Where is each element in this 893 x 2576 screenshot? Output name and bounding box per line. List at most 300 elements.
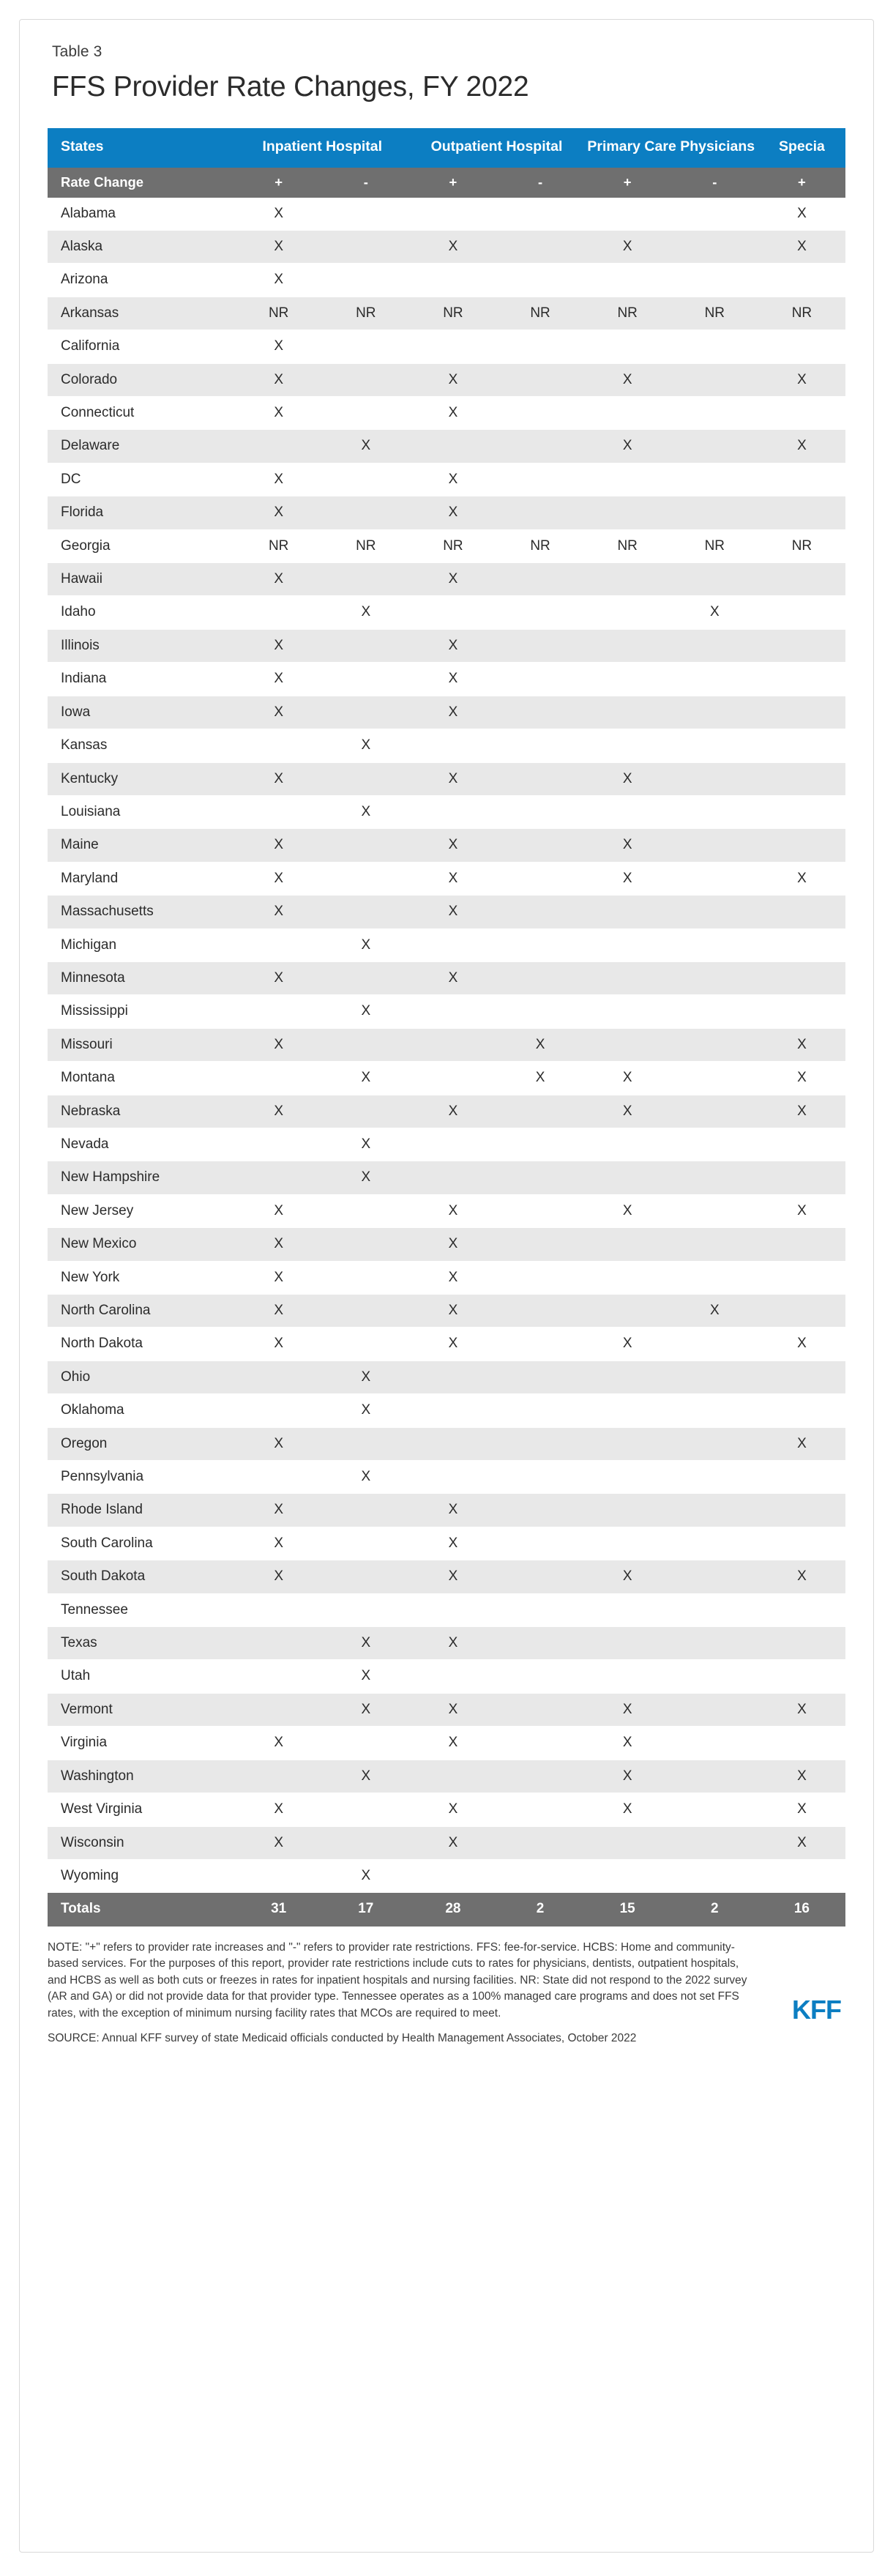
cell-value — [584, 1660, 671, 1693]
cell-value: X — [584, 1727, 671, 1760]
cell-value: X — [584, 363, 671, 396]
cell-value — [496, 430, 583, 463]
cell-value — [322, 463, 409, 496]
cell-value — [671, 1693, 758, 1726]
cell-value — [496, 1295, 583, 1328]
cell-value — [322, 397, 409, 430]
cell-value — [584, 1826, 671, 1859]
cell-value — [758, 496, 845, 529]
cell-value — [758, 1295, 845, 1328]
kff-logo: KFF — [792, 1994, 841, 2025]
table-row — [48, 496, 845, 529]
cell-value — [671, 397, 758, 430]
table-row — [48, 1062, 845, 1095]
cell-value — [322, 961, 409, 994]
cell-value — [322, 663, 409, 696]
state-name: Connecticut — [48, 397, 235, 430]
cell-value: X — [584, 1062, 671, 1095]
cell-value: X — [235, 896, 322, 928]
cell-value: X — [409, 1095, 496, 1128]
column-header-outpatient-hospital: Outpatient Hospital — [409, 128, 583, 168]
cell-value — [235, 430, 322, 463]
cell-value: X — [235, 1494, 322, 1527]
table-row — [48, 529, 845, 562]
cell-value — [235, 1461, 322, 1494]
cell-value: NR — [409, 297, 496, 330]
table-header — [48, 128, 845, 168]
cell-value — [671, 330, 758, 363]
ffs-rate-changes-table — [48, 128, 845, 1927]
cell-value — [584, 1028, 671, 1061]
subheader-primarycare-minus: - — [671, 168, 758, 198]
cell-value — [322, 862, 409, 895]
cell-value — [758, 1360, 845, 1393]
cell-value — [322, 1793, 409, 1826]
cell-value — [584, 896, 671, 928]
cell-value: X — [409, 896, 496, 928]
table-row — [48, 961, 845, 994]
cell-value — [671, 264, 758, 297]
cell-value: X — [758, 1328, 845, 1360]
cell-value: X — [322, 795, 409, 828]
state-name: Rhode Island — [48, 1494, 235, 1527]
cell-value — [584, 496, 671, 529]
cell-value — [235, 1128, 322, 1161]
cell-value — [409, 1760, 496, 1793]
cell-value — [758, 1527, 845, 1560]
cell-value — [235, 1062, 322, 1095]
cell-value — [322, 1826, 409, 1859]
cell-value — [671, 1360, 758, 1393]
cell-value — [322, 1261, 409, 1294]
cell-value — [496, 961, 583, 994]
cell-value: X — [584, 1194, 671, 1227]
table-label: Table 3 — [52, 43, 102, 60]
state-name: Colorado — [48, 363, 235, 396]
cell-value — [584, 330, 671, 363]
cell-value: X — [409, 663, 496, 696]
total-primarycare-plus: 15 — [584, 1893, 671, 1927]
state-name: Iowa — [48, 696, 235, 729]
state-name: Nebraska — [48, 1095, 235, 1128]
table-row — [48, 629, 845, 662]
cell-value — [671, 1560, 758, 1593]
cell-value — [671, 1228, 758, 1261]
cell-value — [758, 1494, 845, 1527]
cell-value — [235, 1693, 322, 1726]
cell-value — [496, 231, 583, 264]
cell-value — [235, 928, 322, 961]
cell-value — [409, 330, 496, 363]
cell-value — [409, 928, 496, 961]
cell-value: X — [584, 762, 671, 795]
state-name: Alaska — [48, 231, 235, 264]
table-row — [48, 596, 845, 629]
cell-value: X — [322, 1128, 409, 1161]
cell-value — [758, 663, 845, 696]
cell-value — [409, 198, 496, 231]
cell-value — [235, 1627, 322, 1660]
cell-value — [758, 762, 845, 795]
cell-value: X — [322, 1461, 409, 1494]
cell-value — [671, 663, 758, 696]
cell-value — [758, 330, 845, 363]
state-name: Pennsylvania — [48, 1461, 235, 1494]
cell-value: X — [235, 1560, 322, 1593]
cell-value: X — [235, 496, 322, 529]
state-name: North Dakota — [48, 1328, 235, 1360]
cell-value: NR — [409, 529, 496, 562]
state-name: New Jersey — [48, 1194, 235, 1227]
cell-value — [758, 1593, 845, 1626]
cell-value — [496, 1560, 583, 1593]
cell-value — [584, 397, 671, 430]
cell-value: NR — [758, 529, 845, 562]
table-row — [48, 862, 845, 895]
cell-value — [496, 563, 583, 596]
cell-value: X — [235, 696, 322, 729]
state-name: Louisiana — [48, 795, 235, 828]
cell-value — [322, 1028, 409, 1061]
state-name: Texas — [48, 1627, 235, 1660]
cell-value: X — [235, 1228, 322, 1261]
cell-value: X — [235, 1727, 322, 1760]
cell-value — [758, 1859, 845, 1892]
cell-value: X — [409, 1261, 496, 1294]
table-row — [48, 1360, 845, 1393]
cell-value: X — [235, 1295, 322, 1328]
cell-value — [496, 1261, 583, 1294]
cell-value — [496, 1427, 583, 1460]
state-name: Massachusetts — [48, 896, 235, 928]
cell-value: X — [758, 1793, 845, 1826]
cell-value — [671, 463, 758, 496]
cell-value: X — [235, 629, 322, 662]
cell-value: NR — [584, 297, 671, 330]
cell-value: X — [409, 1194, 496, 1227]
state-name: Oregon — [48, 1427, 235, 1460]
cell-value — [758, 961, 845, 994]
table-row — [48, 1760, 845, 1793]
cell-value — [496, 198, 583, 231]
cell-value — [496, 363, 583, 396]
cell-value — [584, 795, 671, 828]
cell-value: X — [409, 829, 496, 862]
cell-value — [322, 1727, 409, 1760]
cell-value: X — [409, 1560, 496, 1593]
cell-value — [496, 1693, 583, 1726]
source-text: SOURCE: Annual KFF survey of state Medicaid officials conducted by Health Management Associates, October 2022 — [48, 2032, 637, 2045]
cell-value: X — [409, 496, 496, 529]
cell-value — [496, 1161, 583, 1194]
subheader-specialists-plus: + — [758, 168, 845, 198]
cell-value — [671, 1826, 758, 1859]
cell-value — [496, 696, 583, 729]
cell-value — [671, 231, 758, 264]
cell-value — [496, 1228, 583, 1261]
cell-value — [496, 1194, 583, 1227]
table-row — [48, 829, 845, 862]
cell-value — [409, 1593, 496, 1626]
state-name: Wisconsin — [48, 1826, 235, 1859]
cell-value — [671, 1627, 758, 1660]
cell-value: X — [409, 1295, 496, 1328]
table-row — [48, 1560, 845, 1593]
cell-value: X — [235, 663, 322, 696]
cell-value — [671, 1062, 758, 1095]
cell-value: X — [758, 1028, 845, 1061]
state-name: New York — [48, 1261, 235, 1294]
cell-value — [584, 696, 671, 729]
cell-value: X — [758, 1826, 845, 1859]
cell-value: X — [409, 862, 496, 895]
cell-value: NR — [671, 297, 758, 330]
cell-value — [758, 729, 845, 762]
cell-value — [758, 1627, 845, 1660]
cell-value: X — [235, 1793, 322, 1826]
cell-value — [758, 397, 845, 430]
cell-value: X — [235, 862, 322, 895]
cell-value: X — [235, 330, 322, 363]
cell-value: X — [758, 1693, 845, 1726]
cell-value — [671, 1494, 758, 1527]
state-name: Florida — [48, 496, 235, 529]
cell-value: X — [235, 1826, 322, 1859]
cell-value: X — [322, 995, 409, 1028]
cell-value — [235, 596, 322, 629]
cell-value — [496, 896, 583, 928]
cell-value — [496, 496, 583, 529]
state-name: Nevada — [48, 1128, 235, 1161]
table-row — [48, 297, 845, 330]
cell-value: X — [584, 1095, 671, 1128]
column-header-primary-care-physicians: Primary Care Physicians — [584, 128, 758, 168]
table-row — [48, 1228, 845, 1261]
cell-value: X — [235, 463, 322, 496]
cell-value — [671, 896, 758, 928]
table-row — [48, 1693, 845, 1726]
cell-value — [584, 663, 671, 696]
state-name: Illinois — [48, 629, 235, 662]
state-name: Delaware — [48, 430, 235, 463]
totals-label: Totals — [48, 1893, 235, 1927]
cell-value — [322, 896, 409, 928]
cell-value: X — [409, 397, 496, 430]
cell-value: X — [409, 1494, 496, 1527]
table-row — [48, 1394, 845, 1427]
cell-value: X — [409, 1228, 496, 1261]
state-name: Tennessee — [48, 1593, 235, 1626]
cell-value: X — [584, 1560, 671, 1593]
cell-value — [758, 1461, 845, 1494]
table-row — [48, 330, 845, 363]
cell-value — [322, 231, 409, 264]
cell-value — [496, 1128, 583, 1161]
cell-value — [322, 1328, 409, 1360]
cell-value — [584, 995, 671, 1028]
cell-value — [496, 1627, 583, 1660]
cell-value — [409, 1427, 496, 1460]
cell-value — [322, 198, 409, 231]
cell-value — [409, 1394, 496, 1427]
total-outpatient-minus: 2 — [496, 1893, 583, 1927]
cell-value: NR — [322, 297, 409, 330]
table-row — [48, 1095, 845, 1128]
table-row — [48, 1161, 845, 1194]
cell-value — [409, 1028, 496, 1061]
cell-value — [496, 762, 583, 795]
table-row — [48, 1793, 845, 1826]
cell-value — [584, 729, 671, 762]
cell-value: X — [322, 1760, 409, 1793]
cell-value: NR — [235, 529, 322, 562]
cell-value — [584, 463, 671, 496]
cell-value: X — [235, 1261, 322, 1294]
cell-value — [584, 1527, 671, 1560]
cell-value: X — [322, 1660, 409, 1693]
cell-value — [235, 995, 322, 1028]
cell-value: NR — [496, 529, 583, 562]
cell-value — [409, 1062, 496, 1095]
cell-value: X — [758, 198, 845, 231]
cell-value — [322, 1593, 409, 1626]
cell-value: X — [235, 231, 322, 264]
cell-value — [758, 896, 845, 928]
table-row — [48, 198, 845, 231]
cell-value — [322, 1228, 409, 1261]
state-name: Oklahoma — [48, 1394, 235, 1427]
cell-value: X — [409, 1627, 496, 1660]
cell-value — [496, 629, 583, 662]
table-row — [48, 896, 845, 928]
state-name: Michigan — [48, 928, 235, 961]
cell-value — [584, 1261, 671, 1294]
state-name: North Carolina — [48, 1295, 235, 1328]
cell-value: X — [235, 1095, 322, 1128]
cell-value — [496, 1394, 583, 1427]
cell-value — [584, 596, 671, 629]
state-name: Washington — [48, 1760, 235, 1793]
cell-value: NR — [758, 297, 845, 330]
cell-value — [671, 198, 758, 231]
cell-value — [584, 1593, 671, 1626]
cell-value: NR — [322, 529, 409, 562]
cell-value: X — [758, 363, 845, 396]
cell-value — [758, 463, 845, 496]
subheader-inpatient-plus: + — [235, 168, 322, 198]
cell-value — [671, 1128, 758, 1161]
cell-value — [671, 363, 758, 396]
cell-value: X — [584, 829, 671, 862]
cell-value: X — [409, 463, 496, 496]
state-name: Mississippi — [48, 995, 235, 1028]
table-row — [48, 1128, 845, 1161]
cell-value — [322, 363, 409, 396]
totals-row — [48, 1893, 845, 1927]
cell-value — [671, 430, 758, 463]
cell-value: X — [235, 1427, 322, 1460]
cell-value — [322, 1194, 409, 1227]
table-row — [48, 1261, 845, 1294]
cell-value — [671, 1161, 758, 1194]
cell-value — [496, 1360, 583, 1393]
cell-value — [496, 928, 583, 961]
cell-value — [496, 1527, 583, 1560]
cell-value: X — [409, 1328, 496, 1360]
table-body — [48, 168, 845, 1927]
cell-value: X — [235, 363, 322, 396]
cell-value — [496, 1095, 583, 1128]
cell-value — [671, 1328, 758, 1360]
cell-value — [671, 795, 758, 828]
cell-value — [409, 430, 496, 463]
cell-value — [496, 995, 583, 1028]
cell-value — [671, 1394, 758, 1427]
cell-value: X — [758, 1062, 845, 1095]
cell-value — [758, 995, 845, 1028]
cell-value — [496, 264, 583, 297]
cell-value — [758, 928, 845, 961]
cell-value — [322, 1494, 409, 1527]
cell-value — [235, 1593, 322, 1626]
cell-value — [584, 1360, 671, 1393]
cell-value: X — [235, 198, 322, 231]
cell-value: X — [758, 1194, 845, 1227]
state-name: Ohio — [48, 1360, 235, 1393]
group-header-row — [48, 128, 845, 168]
cell-value: X — [322, 729, 409, 762]
cell-value — [671, 1194, 758, 1227]
cell-value — [496, 1328, 583, 1360]
cell-value: X — [758, 1560, 845, 1593]
cell-value: X — [322, 596, 409, 629]
table-row — [48, 1593, 845, 1626]
table-row — [48, 1427, 845, 1460]
cell-value — [671, 1859, 758, 1892]
subheader-primarycare-plus: + — [584, 168, 671, 198]
cell-value — [496, 1826, 583, 1859]
cell-value: X — [409, 696, 496, 729]
state-name: DC — [48, 463, 235, 496]
cell-value: X — [322, 1161, 409, 1194]
cell-value — [584, 1427, 671, 1460]
cell-value — [409, 1859, 496, 1892]
state-name: California — [48, 330, 235, 363]
table-row — [48, 729, 845, 762]
cell-value — [584, 928, 671, 961]
state-name: South Dakota — [48, 1560, 235, 1593]
cell-value: X — [409, 1693, 496, 1726]
cell-value — [409, 1660, 496, 1693]
table-row — [48, 231, 845, 264]
table-row — [48, 363, 845, 396]
subheader-outpatient-plus: + — [409, 168, 496, 198]
cell-value: X — [322, 1859, 409, 1892]
state-name: Arkansas — [48, 297, 235, 330]
cell-value: NR — [671, 529, 758, 562]
cell-value — [671, 1593, 758, 1626]
cell-value — [496, 1859, 583, 1892]
cell-value: X — [496, 1062, 583, 1095]
table-row — [48, 1527, 845, 1560]
cell-value: X — [758, 231, 845, 264]
table-row — [48, 1028, 845, 1061]
total-outpatient-plus: 28 — [409, 1893, 496, 1927]
cell-value: X — [584, 231, 671, 264]
cell-value — [758, 1261, 845, 1294]
cell-value — [409, 264, 496, 297]
cell-value — [409, 1360, 496, 1393]
